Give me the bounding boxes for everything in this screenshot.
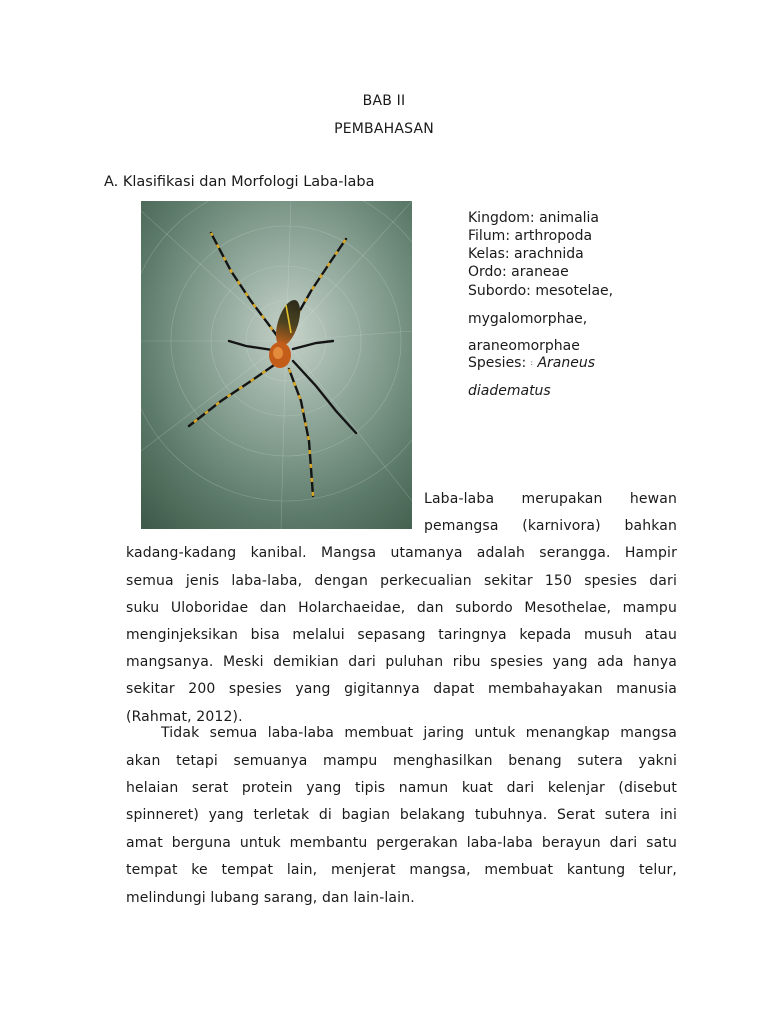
paragraph-line: Laba-laba merupakan hewan <box>424 491 677 507</box>
paragraph-line: spinneret) yang terletak di bagian belakang tubuhnya. Serat sutera ini <box>126 807 677 823</box>
spesies-name-2: diadematus <box>468 383 551 399</box>
kelas-text: Kelas: arachnida <box>468 246 584 262</box>
spesies-name: Araneus <box>537 355 596 371</box>
spesies-line <box>468 355 595 371</box>
ordo-text: Ordo: araneae <box>468 264 569 280</box>
kingdom-text: Kingdom: animalia <box>468 210 600 226</box>
paragraph-line: Tidak semua laba-laba membuat jaring untuk menangkap mangsa <box>161 725 677 741</box>
section-title: A. Klasifikasi dan Morfologi Laba-laba <box>104 174 375 190</box>
paragraph-line: (Rahmat, 2012). <box>126 709 243 725</box>
paragraph-line: menginjeksikan bisa melalui sepasang taringnya kepada musuh atau <box>126 627 677 643</box>
paragraph-line: sekitar 200 spesies yang gigitannya dapat membahayakan manusia <box>126 681 677 697</box>
chapter-title: PEMBAHASAN <box>334 121 434 137</box>
paragraph-line: tempat ke tempat lain, menjerat mangsa, membuat kantung telur, <box>126 862 677 878</box>
chapter-number: BAB II <box>362 93 406 109</box>
paragraph-line: pemangsa (karnivora) bahkan <box>424 518 677 534</box>
paragraph-line: mangsanya. Meski demikian dari puluhan ribu spesies yang ada hanya <box>126 654 677 670</box>
paragraph-line: semua jenis laba-laba, dengan perkecualian sekitar 150 spesies dari <box>126 573 677 589</box>
subordo-text-3: araneomorphae <box>468 338 580 354</box>
paragraph-line: kadang-kadang kanibal. Mangsa utamanya adalah serangga. Hampir <box>126 545 677 561</box>
paragraph-line: akan tetapi semuanya mampu menghasilkan benang sutera yakni <box>126 753 677 769</box>
spesies-label: Spesies: <box>468 355 527 371</box>
subordo-text: Subordo: mesotelae, <box>468 283 614 299</box>
paragraph-line: helaian serat protein yang tipis namun kuat dari kelenjar (disebut <box>126 780 677 796</box>
spesies-name-line-2 <box>468 383 551 399</box>
paragraph-line: melindungi lubang sarang, dan lain-lain. <box>126 890 415 906</box>
spider-photo <box>141 201 412 529</box>
spider-on-web-photo-icon <box>141 201 412 529</box>
paragraph-line: suku Uloboridae dan Holarchaeidae, dan subordo Mesothelae, mampu <box>126 600 677 616</box>
spesies-separator: : <box>530 359 534 367</box>
filum-text: Filum: arthropoda <box>468 228 593 244</box>
paragraph-line: amat berguna untuk membantu pergerakan laba-laba berayun dari satu <box>126 835 677 851</box>
subordo-text-2: mygalomorphae, <box>468 311 588 327</box>
